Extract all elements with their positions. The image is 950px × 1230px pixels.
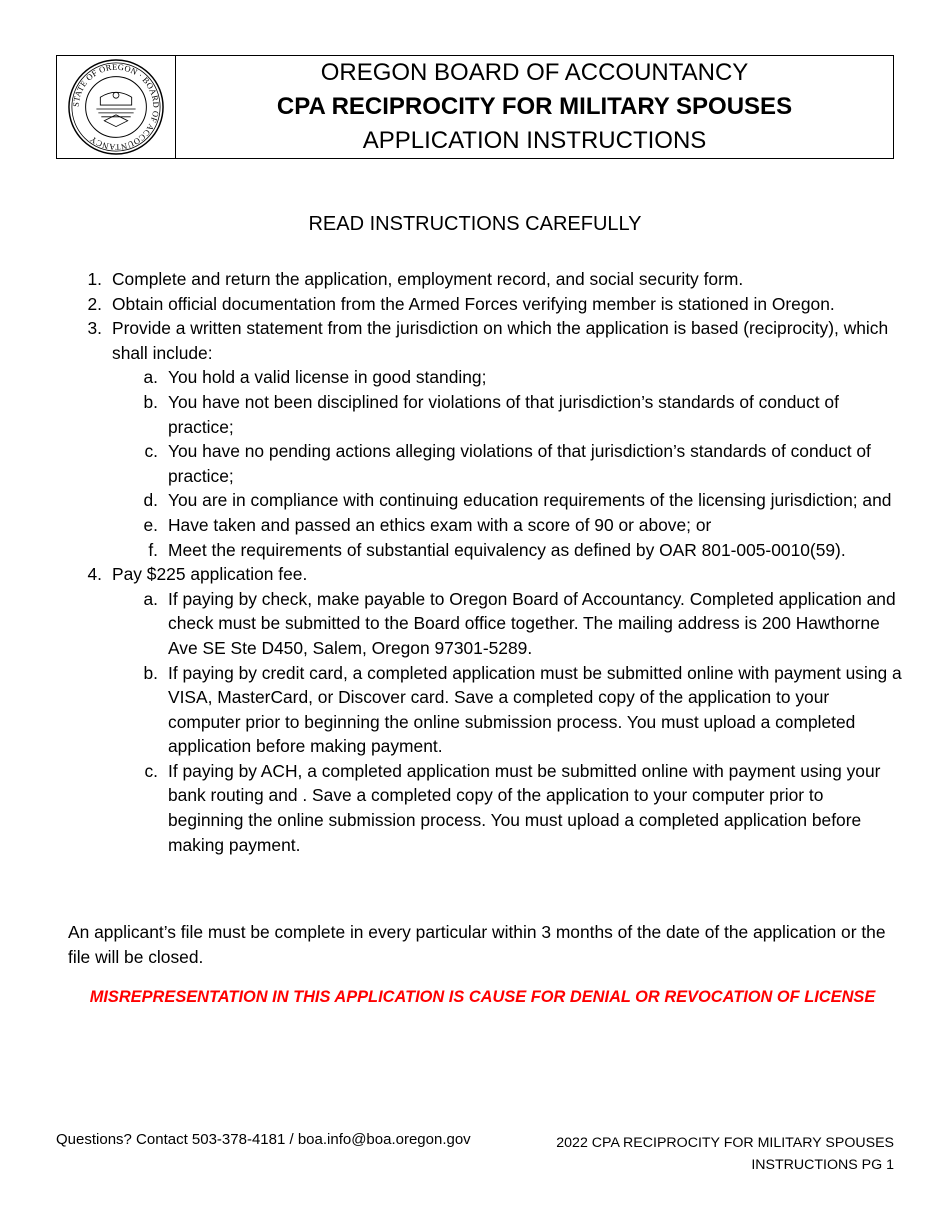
board-name: OREGON BOARD OF ACCOUNTANCY	[320, 59, 749, 86]
instruction-list	[68, 267, 903, 857]
instruction-item	[68, 562, 903, 587]
sub-text: You have no pending actions alleging violations of that jurisdiction’s standards of conduct of practice;	[168, 441, 871, 486]
sub-letter: a.	[143, 588, 158, 609]
sub-text: Have taken and passed an ethics exam with a score of 90 or above; or	[168, 514, 712, 535]
item-text: Obtain official documentation from the Armed Forces verifying member is stationed in Oregon.	[112, 293, 835, 314]
item-number: 1.	[87, 269, 102, 289]
sub-letter: c.	[144, 760, 158, 781]
document-title: CPA RECIPROCITY FOR MILITARY SPOUSES	[276, 93, 793, 120]
item-number: 2.	[87, 293, 102, 314]
title-block	[176, 56, 893, 158]
sub-letter: f.	[148, 539, 158, 560]
sub-text: If paying by check, make payable to Oregon Board of Accountancy. Completed application and check must be submitted to the Board office together. The mailing address is 200 Hawthorne Ave SE Ste D450, Salem, Oregon 97301-5289.	[168, 588, 896, 658]
sub-text: You have not been disciplined for violations of that jurisdiction’s standards of conduct of practice;	[168, 391, 839, 437]
sub-item	[128, 587, 903, 661]
sub-item	[128, 390, 903, 439]
sub-item	[128, 439, 903, 488]
document-subtitle: APPLICATION INSTRUCTIONS	[362, 127, 707, 154]
footer-page-number: INSTRUCTIONS PG 1	[751, 1157, 894, 1173]
read-instructions-heading: READ INSTRUCTIONS CAREFULLY	[308, 213, 642, 235]
footer-form-name: 2022 CPA RECIPROCITY FOR MILITARY SPOUSES	[556, 1135, 894, 1151]
item-text: Complete and return the application, employment record, and social security form.	[112, 269, 744, 289]
seal-cell	[57, 56, 176, 158]
document-header	[56, 55, 894, 159]
sub-item	[128, 488, 903, 513]
instruction-item	[68, 292, 903, 317]
sub-item	[128, 538, 903, 563]
sub-letter: a.	[143, 367, 158, 388]
sub-letter: c.	[144, 441, 158, 462]
sub-letter: d.	[143, 490, 158, 511]
sub-text: You are in compliance with continuing education requirements of the licensing jurisdiction; and	[168, 490, 892, 511]
closing-paragraph: An applicant’s file must be complete in every particular within 3 months of the date of the application or the file will be closed.	[68, 922, 886, 967]
sub-letter: b.	[143, 662, 158, 683]
sub-text: If paying by credit card, a completed application must be submitted online with payment using a VISA, MasterCard, or Discover card. Save a completed copy of the application to your computer prior to beginning the online submission process. You must upload a completed application before making payment.	[168, 662, 902, 757]
svg-text:STATE OF OREGON · BOARD OF ACC	[71, 62, 162, 153]
item-number: 4.	[87, 564, 102, 585]
sub-list	[68, 587, 903, 858]
sub-list	[68, 365, 903, 562]
footer-contact: Questions? Contact 503-378-4181 / boa.info@boa.oregon.gov	[56, 1131, 471, 1148]
seal-text: STATE OF OREGON · BOARD OF ACCOUNTANCY	[70, 61, 162, 153]
sub-letter: b.	[143, 391, 158, 412]
sub-text: You hold a valid license in good standing;	[168, 367, 487, 388]
item-text: Pay $225 application fee.	[112, 564, 308, 585]
misrepresentation-warning: MISREPRESENTATION IN THIS APPLICATION IS CAUSE FOR DENIAL OR REVOCATION OF LICENSE	[89, 988, 876, 1006]
footer-form-info	[556, 1132, 894, 1176]
item-number: 3.	[87, 318, 102, 339]
sub-item	[128, 365, 903, 390]
oregon-board-seal-icon	[67, 58, 165, 156]
instruction-item	[68, 316, 903, 365]
sub-item	[128, 513, 903, 538]
sub-item	[128, 759, 903, 857]
item-text: Provide a written statement from the jurisdiction on which the application is based (reciprocity), which shall include:	[112, 318, 889, 363]
instruction-item	[68, 267, 903, 292]
sub-text: Meet the requirements of substantial equivalency as defined by OAR 801-005-0010(59).	[168, 539, 846, 560]
sub-item	[128, 661, 903, 759]
sub-letter: e.	[143, 514, 158, 535]
sub-text: If paying by ACH, a completed application must be submitted online with payment using your bank routing and . Save a completed copy of the application to your computer prior to beginning the online submission process. You must upload a completed application before making payment.	[168, 760, 881, 855]
